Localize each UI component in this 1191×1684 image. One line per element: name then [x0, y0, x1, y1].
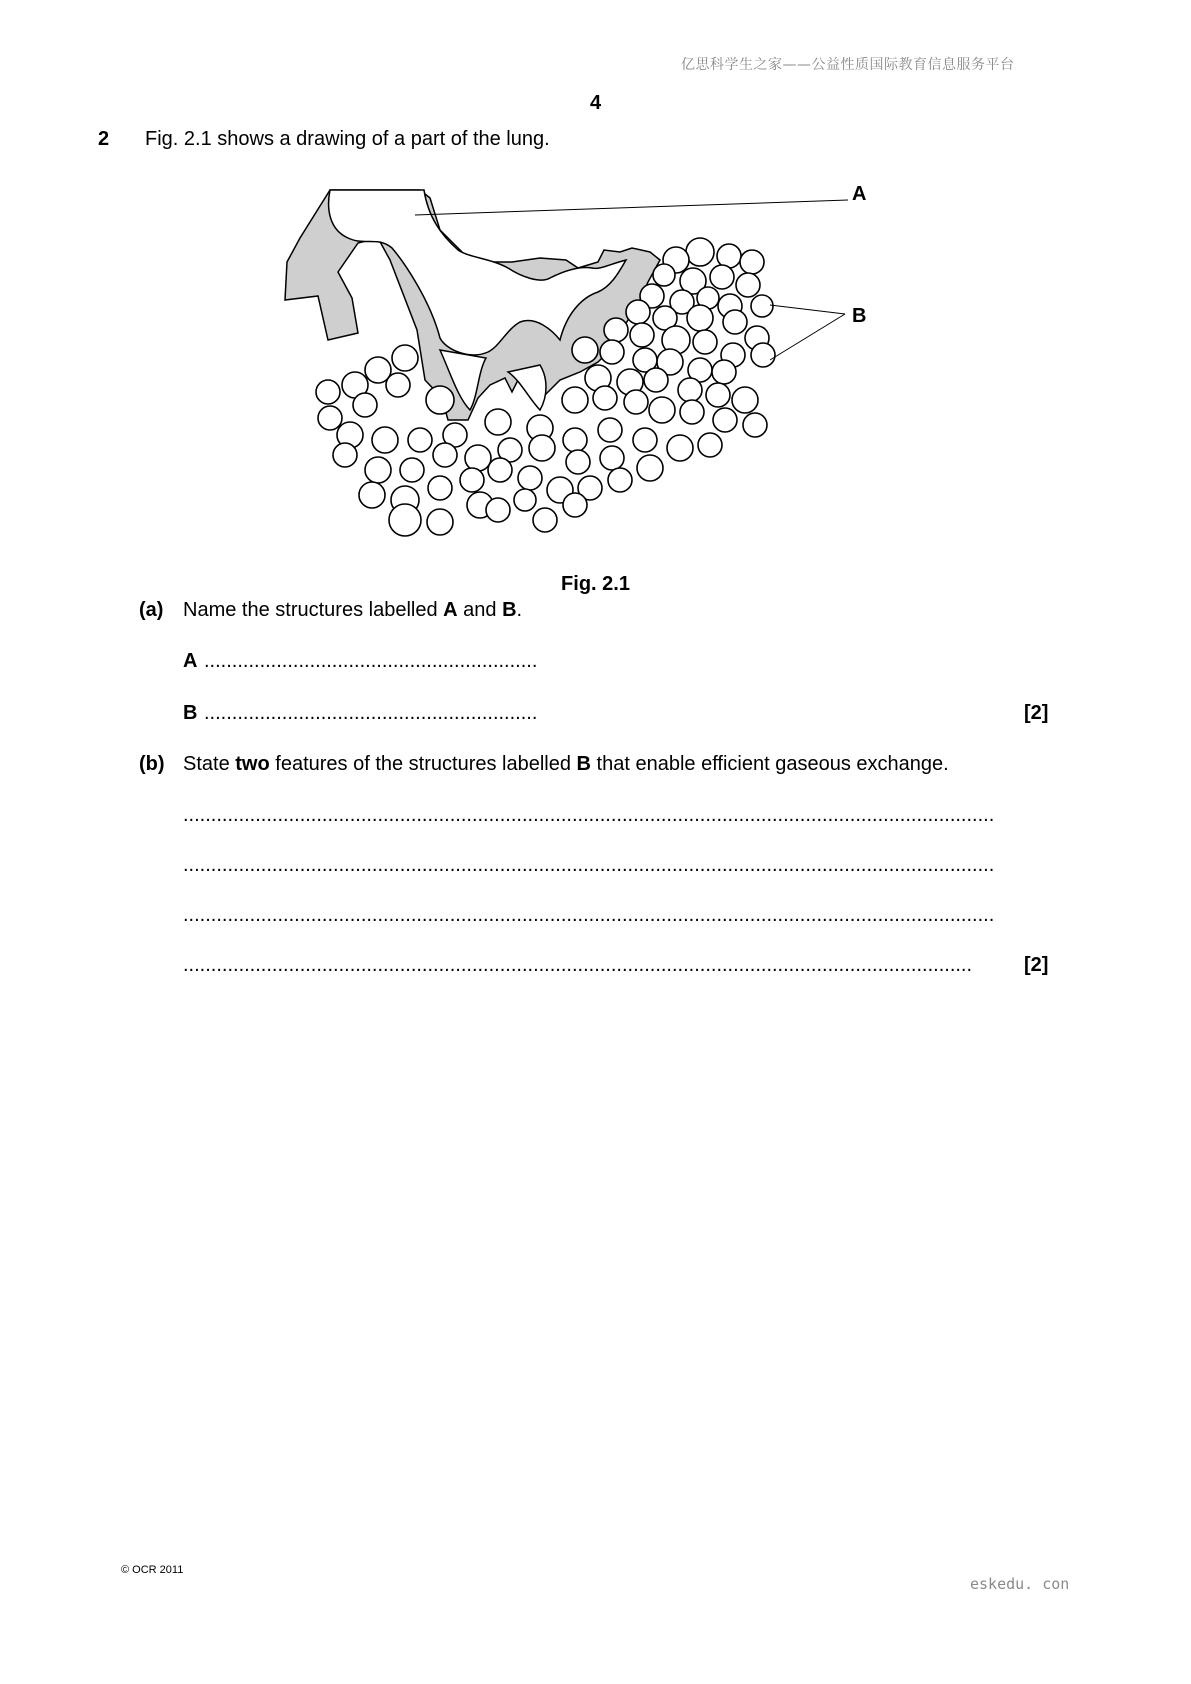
watermark: eskedu. con — [970, 1575, 1070, 1593]
alveolus — [600, 446, 624, 470]
figure-caption: Fig. 2.1 — [561, 573, 630, 595]
alveolus — [518, 466, 542, 490]
alveolus — [626, 300, 650, 324]
alveolus — [460, 468, 484, 492]
page-number: 4 — [589, 92, 602, 114]
alveolus — [600, 340, 624, 364]
alveolus — [624, 390, 648, 414]
label-a-line — [415, 200, 848, 215]
alveolus — [687, 305, 713, 331]
alveolus — [400, 458, 424, 482]
part-b-prompt: State two features of the structures labelled B that enable efficient gaseous exchange. — [183, 753, 949, 775]
alveolus — [604, 318, 628, 342]
part-a-prompt: Name the structures labelled A and B. — [183, 599, 523, 621]
alveolus — [723, 310, 747, 334]
answer-b-label: B — [183, 702, 198, 724]
alveolus — [736, 273, 760, 297]
alveolus — [562, 387, 588, 413]
alveolus — [488, 458, 512, 482]
alveolus — [372, 427, 398, 453]
alveolus — [514, 489, 536, 511]
alveolus — [710, 265, 734, 289]
answer-b-line[interactable]: ............................................................ — [204, 702, 538, 724]
alveolus — [318, 406, 342, 430]
lung-diagram — [270, 185, 920, 545]
alveolus — [427, 509, 453, 535]
alveolus — [486, 498, 510, 522]
alveolus — [386, 373, 410, 397]
part-a-marks: [2] — [1024, 702, 1049, 724]
figure-label-a: A — [852, 183, 867, 205]
answer-a-line[interactable]: ............................................................ — [204, 650, 538, 672]
copyright: © OCR 2011 — [121, 1564, 184, 1576]
alveolus — [732, 387, 758, 413]
alveolus — [433, 443, 457, 467]
alveolus — [598, 418, 622, 442]
alveolus — [359, 482, 385, 508]
alveolus — [680, 400, 704, 424]
alveolus — [644, 368, 668, 392]
alveolus — [630, 323, 654, 347]
part-b-marks: [2] — [1024, 954, 1049, 976]
alveolus — [633, 428, 657, 452]
alveolus — [389, 504, 421, 536]
alveolus — [649, 397, 675, 423]
alveolus — [698, 433, 722, 457]
alveolus — [712, 360, 736, 384]
alveolus — [740, 250, 764, 274]
header-note: 亿思科学生之家——公益性质国际教育信息服务平台 — [681, 57, 1015, 73]
figure-label-b: B — [852, 305, 867, 327]
alveolus — [353, 393, 377, 417]
alveolus — [713, 408, 737, 432]
label-b-line-2 — [770, 314, 845, 360]
alveolus — [563, 428, 587, 452]
alveolus — [316, 380, 340, 404]
alveolus — [751, 295, 773, 317]
alveolus — [566, 450, 590, 474]
alveolus — [667, 435, 693, 461]
alveolus — [428, 476, 452, 500]
alveolus — [608, 468, 632, 492]
question-text: Fig. 2.1 shows a drawing of a part of the lung. — [145, 128, 550, 150]
alveolus — [529, 435, 555, 461]
alveolus — [593, 386, 617, 410]
alveolus — [572, 337, 598, 363]
alveolus — [686, 238, 714, 266]
alveolus — [751, 343, 775, 367]
alveolus — [706, 383, 730, 407]
alveolus — [678, 378, 702, 402]
alveolus — [653, 264, 675, 286]
part-a-label: (a) — [139, 599, 164, 621]
alveolus — [408, 428, 432, 452]
alveolus — [563, 493, 587, 517]
alveolus — [392, 345, 418, 371]
alveolus — [333, 443, 357, 467]
alveolus — [426, 386, 454, 414]
alveolus — [485, 409, 511, 435]
label-b-line-1 — [770, 305, 845, 314]
answer-line-2[interactable]: .................................................................................................................................................. — [183, 854, 995, 876]
answer-line-4[interactable]: .............................................................................................................................................. — [183, 954, 973, 976]
alveolus — [637, 455, 663, 481]
alveolus — [365, 457, 391, 483]
answer-line-3[interactable]: .................................................................................................................................................. — [183, 904, 995, 926]
answer-line-1[interactable]: .................................................................................................................................................. — [183, 804, 995, 826]
question-number: 2 — [98, 128, 110, 150]
answer-a-label: A — [183, 650, 198, 672]
alveolus — [693, 330, 717, 354]
part-b-label: (b) — [139, 753, 165, 775]
alveolus — [743, 413, 767, 437]
alveolus — [465, 445, 491, 471]
alveolus — [533, 508, 557, 532]
